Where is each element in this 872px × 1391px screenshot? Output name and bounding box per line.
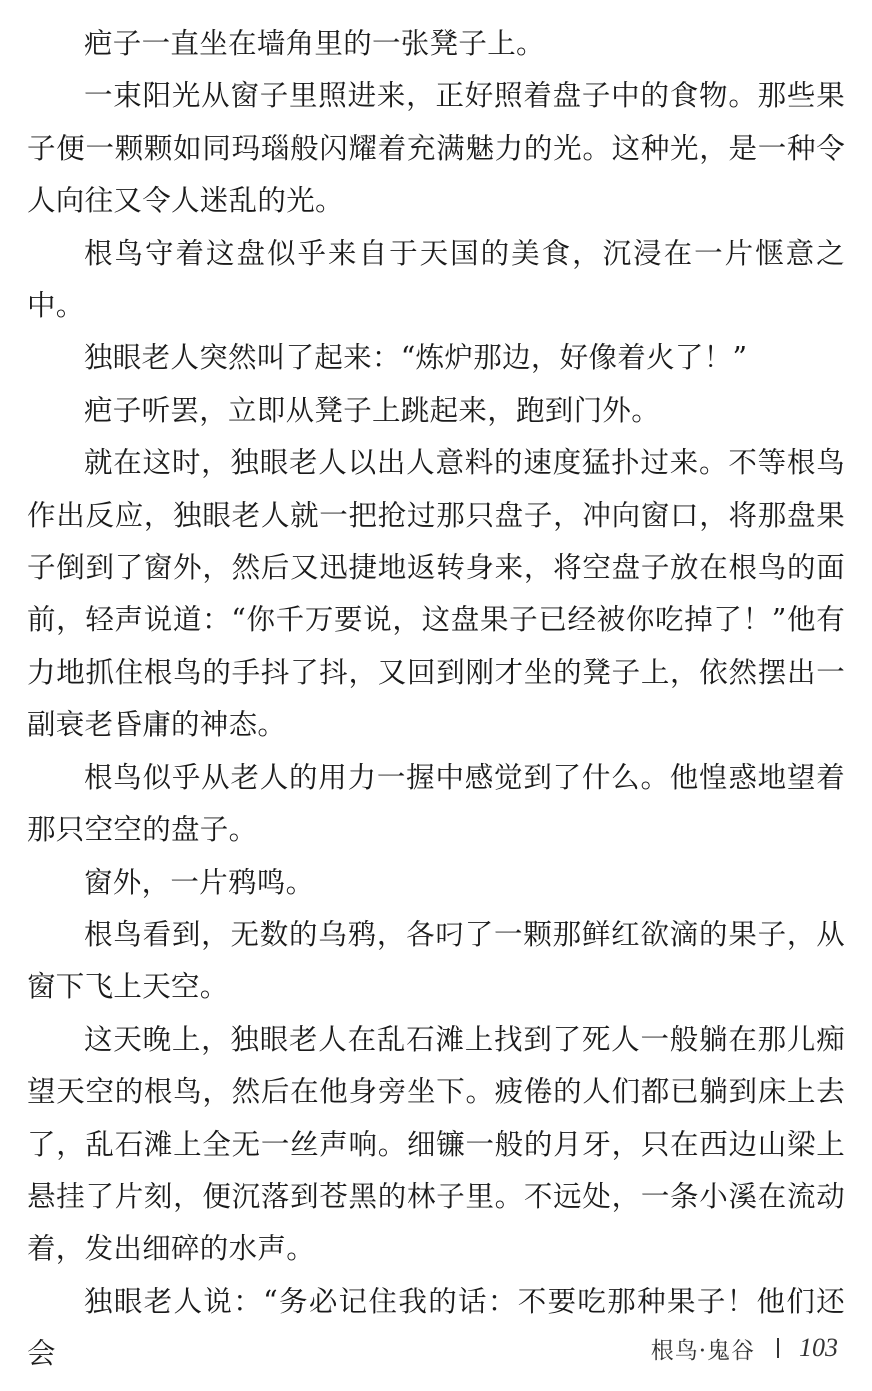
paragraph: 根鸟看到，无数的乌鸦，各叼了一颗那鲜红欲滴的果子，从窗下飞上天空。 [27, 917, 845, 1004]
running-head: 根鸟·鬼谷 [650, 1337, 755, 1364]
paragraph: 就在这时，独眼老人以出人意料的速度猛扑过来。不等根鸟作出反应，独眼老人就一把抢过那只盘子，冲向窗口，将那盘果子倒到了窗外，然后又迅捷地返转身来，将空盘子放在根鸟的面前，轻声说道：“你千万要说，这盘果子已经被你吃掉了！”他有力地抓住根鸟的手抖了抖，又回到刚才坐的凳子上，依然摆出一副衰老昏庸的神态。 [27, 446, 845, 742]
paragraph: 这天晚上，独眼老人在乱石滩上找到了死人一般躺在那儿痴望天空的根鸟，然后在他身旁坐下。疲倦的人们都已躺到床上去了，乱石滩上全无一丝声响。细镰一般的月牙，只在西边山梁上悬挂了片刻，便沉落到苍黑的林子里。不远处，一条小溪在流动着，发出细碎的水声。 [27, 1022, 845, 1266]
paragraph: 疤子听罢，立即从凳子上跳起来，跑到门外。 [84, 393, 661, 427]
paragraph: 独眼老人说：“务必记住我的话：不要吃那种果子！他们还会 [27, 1284, 845, 1371]
page-footer [651, 1328, 838, 1368]
paragraph: 独眼老人突然叫了起来：“炼炉那边，好像着火了！” [84, 341, 748, 375]
paragraph: 一束阳光从窗子里照进来，正好照着盘子中的食物。那些果子便一颗颗如同玛瑙般闪耀着充满魅力的光。这种光，是一种令人向往又令人迷乱的光。 [27, 79, 845, 218]
paragraph: 根鸟守着这盘似乎来自于天国的美食，沉浸在一片惬意之中。 [27, 236, 845, 323]
page-number: 103 [799, 1333, 838, 1362]
paragraph: 根鸟似乎从老人的用力一握中感觉到了什么。他惶惑地望着那只空空的盘子。 [27, 760, 845, 847]
footer-divider [777, 1338, 779, 1358]
body-text [27, 18, 845, 1381]
paragraph: 窗外，一片鸦鸣。 [84, 865, 315, 899]
paragraph: 疤子一直坐在墙角里的一张凳子上。 [84, 27, 545, 60]
